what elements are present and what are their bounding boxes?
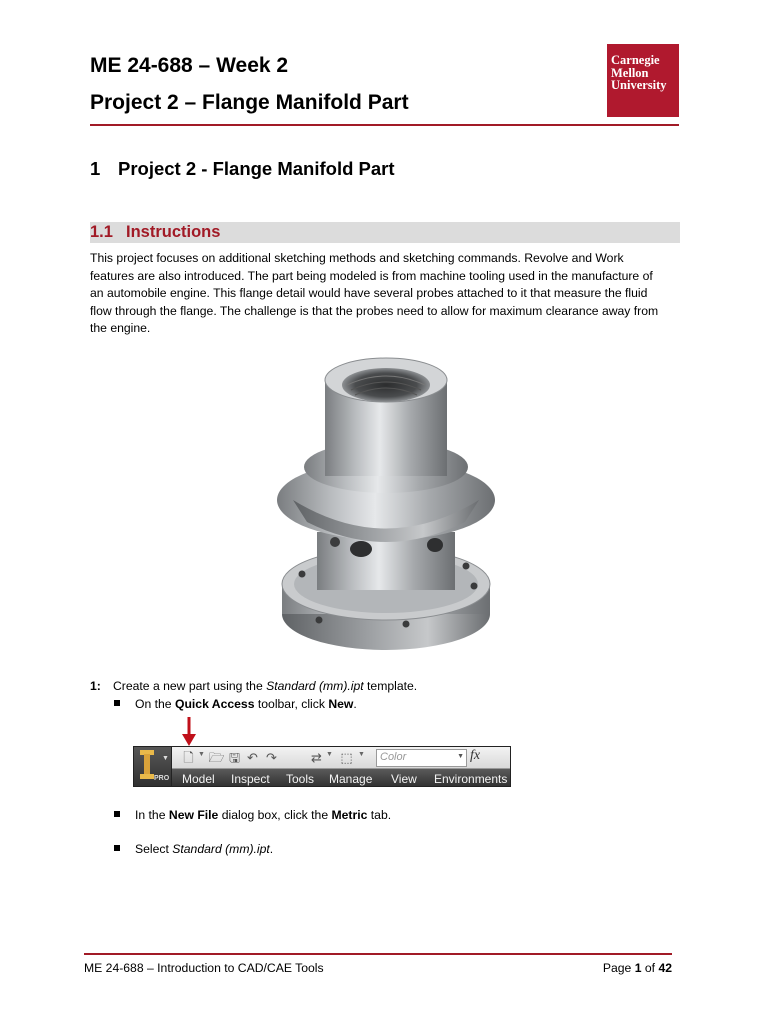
new-file-icon[interactable]: 🗋	[183, 750, 194, 765]
pro-badge: PRO	[154, 775, 170, 782]
bullet-marker	[114, 845, 120, 851]
bullet-text: In the	[135, 808, 169, 822]
step-1-template: Standard (mm).ipt	[266, 679, 364, 693]
open-folder-icon[interactable]: 🗁	[208, 750, 225, 765]
footer-course-name: ME 24-688 – Introduction to CAD/CAE Tools	[84, 961, 324, 975]
logo-line-3: University	[611, 78, 667, 92]
header-course-title: ME 24-688 – Week 2	[90, 54, 289, 77]
cmu-logo	[607, 44, 679, 117]
chevron-down-icon[interactable]: ▼	[358, 751, 365, 758]
save-icon[interactable]: 🖫	[228, 750, 241, 765]
bullet-marker	[114, 700, 120, 706]
update-icon[interactable]: ⇄	[311, 750, 322, 765]
bullet-bold-text: Quick Access	[174, 697, 255, 711]
select-icon[interactable]: ⬚	[340, 750, 353, 765]
bullet-italic-text: Standard (mm).ipt	[172, 842, 270, 856]
redo-icon[interactable]: ↷	[266, 750, 277, 765]
undo-icon[interactable]: ↶	[247, 750, 258, 765]
bullet-text: .	[353, 697, 357, 711]
header-project-title: Project 2 – Flange Manifold Part	[90, 91, 409, 114]
footer-page-number	[603, 961, 672, 975]
bullet-text: toolbar, click	[254, 697, 329, 711]
bullet-text: tab.	[367, 808, 392, 822]
of-label: of	[641, 961, 659, 975]
tab-view[interactable]: View	[391, 772, 417, 786]
bullet-bold-text: Metric	[331, 808, 368, 822]
total-pages: 42	[658, 961, 672, 975]
quick-access-row	[172, 747, 511, 769]
header-divider	[90, 124, 679, 126]
footer-divider	[84, 953, 672, 955]
inventor-quick-access-toolbar	[133, 746, 511, 787]
chevron-down-icon: ▼	[457, 753, 464, 760]
current-page: 1	[634, 961, 642, 975]
chevron-down-icon[interactable]: ▼	[326, 751, 333, 758]
bullet-new-file-dialog	[114, 808, 391, 822]
section-number: 1	[90, 158, 101, 179]
chevron-down-icon: ▼	[162, 755, 169, 762]
color-dropdown[interactable]	[376, 749, 467, 767]
parameters-fx-icon[interactable]: fx	[470, 748, 481, 763]
intro-line: an automobile engine. This flange detail would have several probes attached to it that measure the fluid	[90, 286, 648, 300]
red-arrow-icon	[182, 717, 196, 746]
step-number: 1:	[90, 679, 101, 693]
step-1-text-pre: Create a new part using the	[113, 679, 267, 693]
intro-line: flow through the flange. The challenge is that the probes need to allow for maximum clearance away from	[90, 303, 659, 318]
intro-line: This project focuses on additional sketching methods and sketching commands. Revolve and Work	[90, 251, 624, 265]
intro-paragraph	[90, 250, 682, 338]
tab-environments[interactable]: Environments	[434, 772, 508, 786]
chevron-down-icon[interactable]: ▼	[198, 751, 205, 758]
page-label: Page	[602, 961, 635, 975]
bullet-quick-access	[114, 697, 357, 711]
logo-line-1: Carnegie	[611, 53, 660, 67]
application-menu-button[interactable]	[134, 747, 172, 787]
ribbon-tabs	[172, 769, 511, 787]
section-title: Project 2 - Flange Manifold Part	[118, 158, 395, 179]
tab-manage[interactable]: Manage	[329, 772, 373, 786]
step-1-text-post: template.	[363, 679, 418, 693]
flange-manifold-part-image	[275, 352, 497, 660]
tab-model[interactable]: Model	[182, 772, 215, 786]
tab-tools[interactable]: Tools	[286, 772, 315, 786]
subsection-number: 1.1	[90, 223, 113, 241]
subsection-heading	[90, 223, 220, 242]
step-1	[90, 679, 417, 693]
bullet-text: .	[269, 842, 274, 856]
bullet-text: On the	[135, 697, 175, 711]
section-heading	[90, 158, 395, 180]
bullet-bold-text: New	[328, 697, 354, 711]
bullet-text: Select	[135, 842, 173, 856]
subsection-title: Instructions	[126, 223, 221, 241]
inventor-logo-icon	[140, 750, 154, 780]
bullet-bold-text: New File	[168, 808, 219, 822]
bullet-text: dialog box, click the	[218, 808, 332, 822]
logo-line-2: Mellon	[611, 65, 649, 80]
intro-line: the engine.	[90, 321, 151, 335]
bullet-select-template	[114, 842, 273, 856]
color-placeholder: Color	[380, 751, 407, 763]
tab-inspect[interactable]: Inspect	[231, 772, 270, 786]
intro-line: features are also introduced. The part being modeled is from machine tooling used in the manufacture of	[90, 268, 653, 283]
bullet-marker	[114, 811, 120, 817]
